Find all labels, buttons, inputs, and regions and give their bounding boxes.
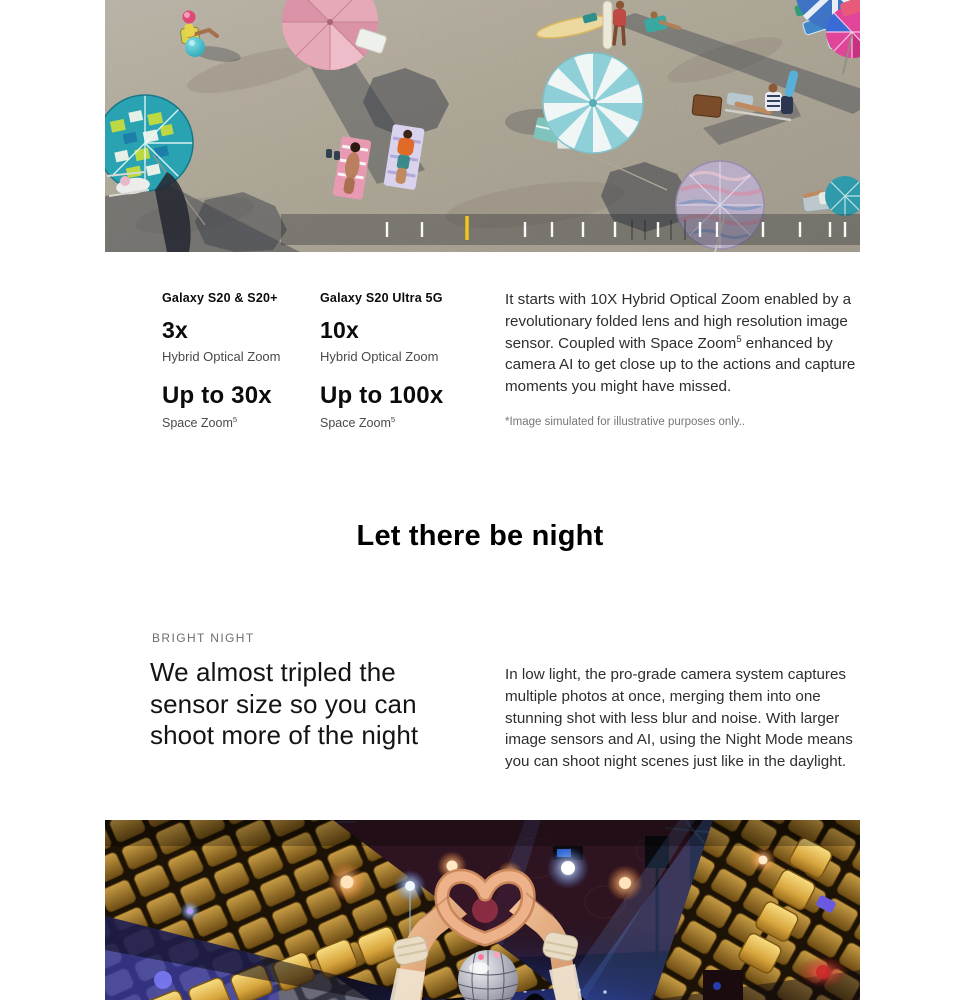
eyebrow-bright-night: BRIGHT NIGHT xyxy=(152,631,255,645)
spec-optical-value: 10x xyxy=(320,317,359,343)
spec-optical-label: Hybrid Optical Zoom xyxy=(320,349,439,364)
night-statement xyxy=(150,657,500,752)
spec-space-label xyxy=(162,416,312,430)
top-vignette xyxy=(105,820,860,846)
image-disclaimer: *Image simulated for illustrative purposes only.. xyxy=(505,415,746,428)
spec-optical-label: Hybrid Optical Zoom xyxy=(162,349,281,364)
beach-photo xyxy=(105,0,860,252)
spec-space-label-text: Space Zoom xyxy=(162,416,233,430)
zoom-description xyxy=(505,289,865,398)
beach-photo-art xyxy=(105,0,860,252)
footnote-marker: 5 xyxy=(232,414,238,424)
section-heading-night: Let there be night xyxy=(356,520,604,552)
footnote-marker: 5 xyxy=(390,414,396,424)
spec-space-value: Up to 100x xyxy=(320,382,444,409)
night-statement-line: We almost tripled the xyxy=(150,657,396,687)
zoom-description-text: enhanced by camera AI to get close up to the actions and capture moments you might have missed. xyxy=(505,334,856,396)
zoom-ruler xyxy=(281,214,860,245)
zoom-description-block xyxy=(505,289,865,428)
spec-column-s20-ultra xyxy=(320,291,496,430)
spec-space-label-text: Space Zoom xyxy=(320,416,391,430)
footnote-marker: 5 xyxy=(736,332,742,344)
concert-photo xyxy=(105,820,860,1000)
zoom-description-text: It starts with 10X Hybrid Optical Zoom enabled by a revolutionary folded lens and high resolution image sensor. Coupled with Space Zoom xyxy=(505,291,852,352)
night-statement-line: sensor size so you can xyxy=(150,688,417,719)
spec-optical-value: 3x xyxy=(162,317,188,343)
night-description: In low light, the pro-grade camera system captures multiple photos at once, merging them into one stunning shot with less blur and noise. With larger image sensors and AI, using the Night Mode means you can shoot night scenes just like in the daylight. xyxy=(505,666,853,771)
spec-space-value: Up to 30x xyxy=(162,382,272,409)
night-statement-line: shoot more of the night xyxy=(150,720,419,750)
spec-model-name: Galaxy S20 Ultra 5G xyxy=(320,291,443,305)
spec-column-s20 xyxy=(162,291,312,430)
spec-space-label xyxy=(320,416,496,430)
spec-model-name: Galaxy S20 & S20+ xyxy=(162,291,278,305)
concert-photo-art xyxy=(105,820,860,1000)
